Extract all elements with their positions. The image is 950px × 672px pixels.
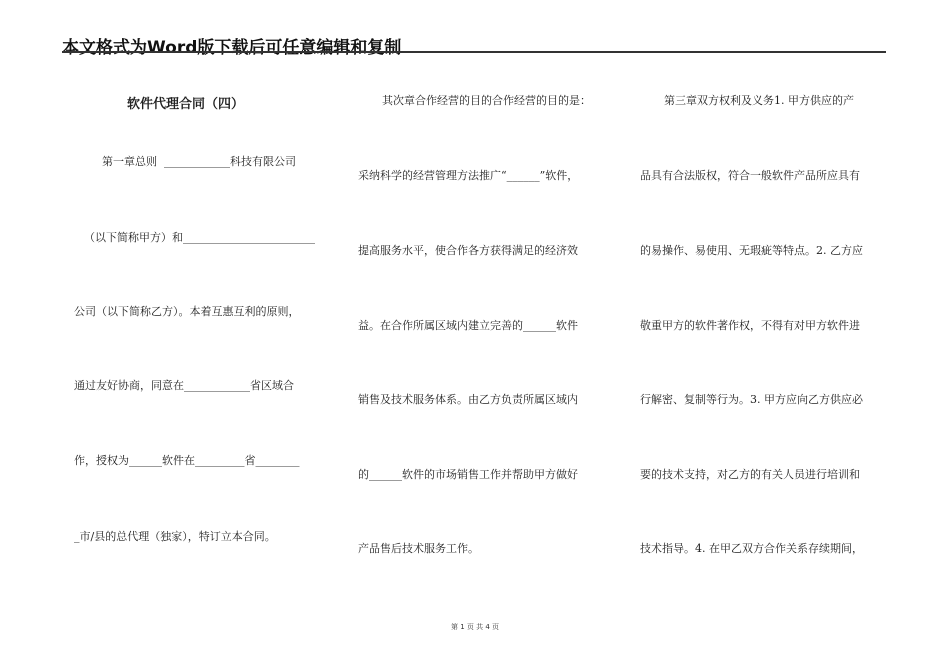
page-number: 第 1 页 共 4 页 — [450, 623, 500, 631]
column-3-line: 行解密、复制等行为。3. 甲方应向乙方供应必 — [640, 393, 863, 406]
document-title: 软件代理合同（四） — [127, 97, 245, 112]
column-2-line: 产品售后技术服务工作。 — [358, 542, 479, 555]
column-1-line: 公司（以下简称乙方）。本着互惠互利的原则， — [74, 305, 300, 318]
column-3-line: 技术指导。4. 在甲乙双方合作关系存续期间， — [640, 542, 863, 555]
column-1-line: 第一章总则 ____________科技有限公司 — [102, 155, 296, 168]
column-2-line: 益。在合作所属区域内建立完善的______软件 — [358, 319, 578, 332]
column-2-line: 其次章合作经营的目的合作经营的目的是： — [382, 94, 591, 107]
header-banner: 本文格式为Word版下载后可任意编辑和复制 — [62, 38, 402, 58]
column-2-line: 提高服务水平，使合作各方获得满足的经济效 — [358, 244, 578, 257]
column-3-line: 要的技术支持，对乙方的有关人员进行培训和 — [640, 468, 860, 481]
column-1-line: _市/县的总代理（独家），特订立本合同。 — [74, 530, 276, 543]
column-3-line: 的易操作、易使用、无瑕疵等特点。2. 乙方应 — [640, 244, 863, 257]
column-2-line: 采纳科学的经营管理方法推广“______”软件， — [358, 169, 579, 182]
column-2-line: 的______软件的市场销售工作并帮助甲方做好 — [358, 468, 578, 481]
column-3-line: 品具有合法版权，符合一般软件产品所应具有 — [640, 169, 860, 182]
column-2-line: 销售及技术服务体系。由乙方负责所属区域内 — [358, 393, 578, 406]
column-1-line: 通过友好协商，同意在____________省区域合 — [74, 379, 294, 392]
header-divider — [62, 51, 886, 53]
column-3-line: 敬重甲方的软件著作权，不得有对甲方软件进 — [640, 319, 860, 332]
column-3-line: 第三章双方权利及义务1. 甲方供应的产 — [664, 94, 854, 107]
column-1-line: （以下简称甲方）和________________________ — [84, 231, 315, 244]
column-1-line: 作，授权为______软件在_________省________ — [74, 454, 300, 467]
